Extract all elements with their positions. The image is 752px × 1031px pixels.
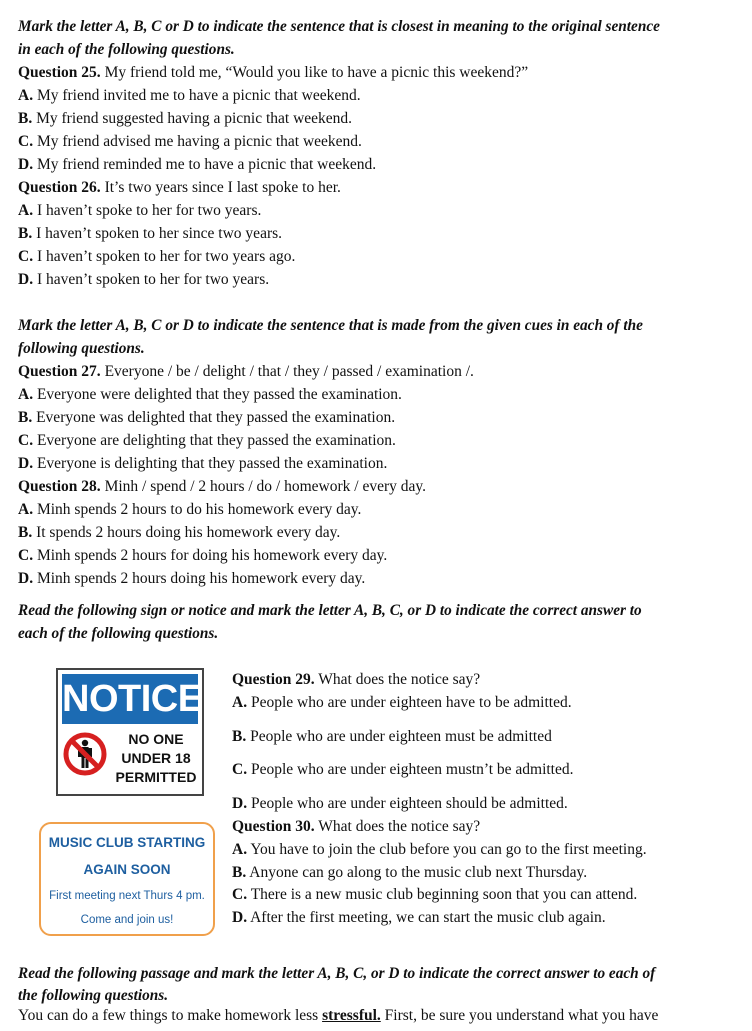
q26-option-a xyxy=(18,200,261,222)
q27-option-a xyxy=(18,384,402,406)
music-sign-line-1: MUSIC CLUB STARTING xyxy=(48,835,206,850)
option-text: People who are under eighteen should be admitted. xyxy=(250,795,568,812)
question-label: Question 30. xyxy=(232,818,315,835)
music-sign-line-3: First meeting next Thurs 4 pm. xyxy=(49,890,205,902)
music-sign-line-4: Come and join us! xyxy=(80,914,174,926)
question-30 xyxy=(232,816,480,838)
option-letter: D. xyxy=(18,156,34,173)
option-letter: D. xyxy=(232,909,248,926)
q26-option-b xyxy=(18,223,282,245)
option-text: You have to join the club before you can go to the first meeting. xyxy=(250,841,647,858)
no-entry-person-icon xyxy=(63,732,107,776)
option-letter: D. xyxy=(18,570,34,587)
option-letter: A. xyxy=(232,694,248,711)
option-letter: A. xyxy=(232,841,248,858)
question-25 xyxy=(18,62,528,84)
question-29 xyxy=(232,669,480,691)
option-letter: C. xyxy=(232,761,248,778)
q25-option-d xyxy=(18,154,376,176)
option-text: Minh spends 2 hours doing his homework every day. xyxy=(36,570,366,587)
option-text: I haven’t spoken to her since two years. xyxy=(36,225,283,242)
passage-text: You can do a few things to make homework less xyxy=(18,1007,323,1024)
option-text: People who are under eighteen have to be admitted. xyxy=(250,694,572,711)
q29-option-d xyxy=(232,793,568,815)
q30-option-a xyxy=(232,839,647,861)
question-text: What does the notice say? xyxy=(318,671,481,688)
section2-instruction-line1: Mark the letter A, B, C or D to indicate the sentence that is made from the given cues in each of the xyxy=(18,317,643,334)
option-letter: C. xyxy=(232,886,248,903)
option-text: My friend reminded me to have a picnic that weekend. xyxy=(36,156,377,173)
option-letter: B. xyxy=(18,524,33,541)
q25-option-b xyxy=(18,108,352,130)
option-text: People who are under eighteen mustn’t be admitted. xyxy=(250,761,574,778)
option-letter: B. xyxy=(18,409,33,426)
q25-option-c xyxy=(18,131,362,153)
option-text: Minh spends 2 hours to do his homework every day. xyxy=(36,501,362,518)
option-text: Everyone is delighting that they passed the examination. xyxy=(36,455,388,472)
question-text: My friend told me, “Would you like to have a picnic this weekend?” xyxy=(104,64,529,81)
q29-option-b xyxy=(232,726,552,748)
q30-option-b xyxy=(232,862,587,884)
q27-option-c xyxy=(18,430,396,452)
notice-sign xyxy=(56,668,204,796)
section3-instruction-line2: each of the following questions. xyxy=(18,625,219,642)
option-text: I haven’t spoken to her for two years ago. xyxy=(36,248,296,265)
option-text: Anyone can go along to the music club next Thursday. xyxy=(249,864,588,881)
question-label: Question 27. xyxy=(18,363,101,380)
q27-option-b xyxy=(18,407,395,429)
option-letter: C. xyxy=(18,432,34,449)
section2-instruction-line2: following questions. xyxy=(18,340,145,357)
option-letter: D. xyxy=(18,271,34,288)
question-label: Question 26. xyxy=(18,179,101,196)
q29-option-a xyxy=(232,692,572,714)
q30-option-d xyxy=(232,907,606,929)
question-27 xyxy=(18,361,474,383)
option-text: It spends 2 hours doing his homework every day. xyxy=(36,524,341,541)
q26-option-d xyxy=(18,269,269,291)
option-text: Everyone was delighted that they passed the examination. xyxy=(36,409,396,426)
option-text: I haven’t spoke to her for two years. xyxy=(36,202,262,219)
question-26 xyxy=(18,177,341,199)
q26-option-c xyxy=(18,246,295,268)
option-letter: B. xyxy=(232,728,247,745)
option-letter: C. xyxy=(18,248,34,265)
section1-instruction-line2: in each of the following questions. xyxy=(18,41,235,58)
option-text: After the first meeting, we can start the music club again. xyxy=(250,909,606,926)
q29-option-c xyxy=(232,759,574,781)
option-letter: A. xyxy=(18,87,34,104)
option-letter: C. xyxy=(18,133,34,150)
passage-text-rest: First, be sure you understand what you have xyxy=(380,1007,659,1024)
question-text: It’s two years since I last spoke to her. xyxy=(104,179,341,196)
option-letter: C. xyxy=(18,547,34,564)
option-text: I haven’t spoken to her for two years. xyxy=(36,271,270,288)
notice-message xyxy=(112,730,200,787)
q27-option-d xyxy=(18,453,387,475)
question-label: Question 29. xyxy=(232,671,315,688)
q25-option-a xyxy=(18,85,361,107)
section3-instruction-line1: Read the following sign or notice and mark the letter A, B, C, or D to indicate the correct answer to xyxy=(18,602,642,619)
notice-line-1: NO ONE xyxy=(128,731,184,747)
option-letter: A. xyxy=(18,386,34,403)
option-text: My friend advised me having a picnic that weekend. xyxy=(36,133,362,150)
q28-option-a xyxy=(18,499,361,521)
option-text: Everyone are delighting that they passed the examination. xyxy=(36,432,396,449)
notice-line-3: PERMITTED xyxy=(115,769,197,785)
option-text: My friend invited me to have a picnic that weekend. xyxy=(36,87,361,104)
notice-line-2: UNDER 18 xyxy=(121,750,191,766)
question-text: Everyone / be / delight / that / they / passed / examination /. xyxy=(104,363,474,380)
option-letter: D. xyxy=(232,795,248,812)
option-text: There is a new music club beginning soon that you can attend. xyxy=(250,886,638,903)
option-letter: B. xyxy=(18,110,33,127)
question-label: Question 28. xyxy=(18,478,101,495)
notice-header: NOTICE xyxy=(62,674,198,724)
question-text: Minh / spend / 2 hours / do / homework / every day. xyxy=(104,478,426,495)
option-letter: D. xyxy=(18,455,34,472)
option-letter: B. xyxy=(232,864,247,881)
option-text: Minh spends 2 hours for doing his homework every day. xyxy=(36,547,388,564)
music-club-sign xyxy=(39,822,215,936)
section4-instruction-line2: the following questions. xyxy=(18,987,169,1004)
option-letter: B. xyxy=(18,225,33,242)
passage-keyword: stressful. xyxy=(322,1007,381,1024)
section1-instruction-line1: Mark the letter A, B, C or D to indicate the sentence that is closest in meaning to the original sentence xyxy=(18,18,660,35)
question-28 xyxy=(18,476,426,498)
question-label: Question 25. xyxy=(18,64,101,81)
q28-option-b xyxy=(18,522,340,544)
option-text: People who are under eighteen must be admitted xyxy=(250,728,552,745)
q28-option-c xyxy=(18,545,387,567)
music-sign-line-2: AGAIN SOON xyxy=(83,862,171,877)
section4-instruction-line1: Read the following passage and mark the letter A, B, C, or D to indicate the correct answer to each of xyxy=(18,965,656,982)
q30-option-c xyxy=(232,884,637,906)
option-text: Everyone were delighted that they passed the examination. xyxy=(36,386,402,403)
question-text: What does the notice say? xyxy=(318,818,481,835)
option-letter: A. xyxy=(18,501,34,518)
passage-first-line xyxy=(18,1005,658,1027)
option-text: My friend suggested having a picnic that weekend. xyxy=(36,110,353,127)
option-letter: A. xyxy=(18,202,34,219)
q28-option-d xyxy=(18,568,365,590)
